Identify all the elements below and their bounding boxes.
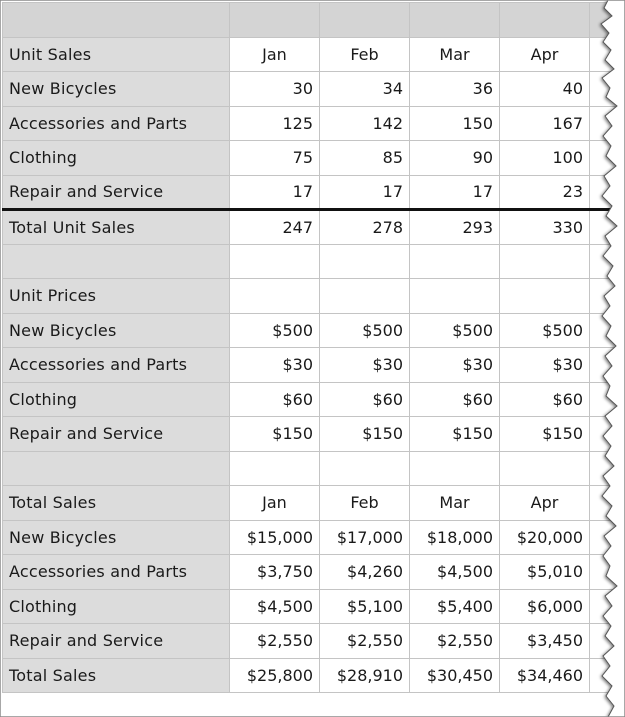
- total-cell[interactable]: $25,800: [230, 658, 320, 693]
- table-row: [3, 348, 625, 383]
- value-cell[interactable]: $30: [320, 348, 410, 383]
- total-label[interactable]: Total Unit Sales: [3, 210, 230, 245]
- total-row: [3, 658, 625, 693]
- sales-table: [2, 2, 625, 693]
- value-cell[interactable]: $30: [500, 348, 590, 383]
- table-row: [3, 72, 625, 107]
- cell[interactable]: [3, 451, 230, 486]
- value-cell[interactable]: $30: [410, 348, 500, 383]
- value-cell[interactable]: $18,000: [410, 520, 500, 555]
- value-cell[interactable]: $500: [410, 313, 500, 348]
- value-cell[interactable]: $60: [230, 382, 320, 417]
- month-header[interactable]: Mar: [410, 37, 500, 72]
- value-cell[interactable]: 34: [320, 72, 410, 107]
- blank-top-row: [3, 3, 625, 38]
- total-cell[interactable]: 293: [410, 210, 500, 245]
- value-cell[interactable]: 17: [320, 175, 410, 210]
- row-label[interactable]: New Bicycles: [3, 72, 230, 107]
- cell[interactable]: [230, 279, 320, 314]
- value-cell[interactable]: 75: [230, 141, 320, 176]
- cell: [410, 3, 500, 38]
- cell[interactable]: [500, 244, 590, 279]
- month-header[interactable]: Mar: [410, 486, 500, 521]
- value-cell[interactable]: $3,450: [500, 624, 590, 659]
- row-label[interactable]: New Bicycles: [3, 520, 230, 555]
- value-cell[interactable]: 85: [320, 141, 410, 176]
- row-label[interactable]: New Bicycles: [3, 313, 230, 348]
- row-label[interactable]: Clothing: [3, 141, 230, 176]
- value-cell[interactable]: $60: [320, 382, 410, 417]
- table-row: [3, 417, 625, 452]
- value-cell[interactable]: 100: [500, 141, 590, 176]
- value-cell[interactable]: $500: [230, 313, 320, 348]
- value-cell[interactable]: 90: [410, 141, 500, 176]
- value-cell[interactable]: $20,000: [500, 520, 590, 555]
- total-sales-header-row: [3, 486, 625, 521]
- row-label[interactable]: Repair and Service: [3, 175, 230, 210]
- value-cell[interactable]: $5,400: [410, 589, 500, 624]
- cell[interactable]: [590, 624, 625, 659]
- value-cell[interactable]: $5,100: [320, 589, 410, 624]
- value-cell[interactable]: 17: [410, 175, 500, 210]
- table-row: [3, 106, 625, 141]
- value-cell[interactable]: 150: [410, 106, 500, 141]
- value-cell[interactable]: $500: [320, 313, 410, 348]
- row-label[interactable]: Repair and Service: [3, 624, 230, 659]
- total-cell[interactable]: 278: [320, 210, 410, 245]
- total-cell[interactable]: $28,910: [320, 658, 410, 693]
- cell[interactable]: [590, 37, 625, 72]
- value-cell[interactable]: $30: [230, 348, 320, 383]
- value-cell[interactable]: 17: [230, 175, 320, 210]
- cell[interactable]: [590, 72, 625, 107]
- table-row: [3, 141, 625, 176]
- month-header[interactable]: Jan: [230, 486, 320, 521]
- total-row: [3, 210, 625, 245]
- cell: [3, 3, 230, 38]
- unit-prices-header-row: [3, 279, 625, 314]
- value-cell[interactable]: 167: [500, 106, 590, 141]
- value-cell[interactable]: $4,500: [410, 555, 500, 590]
- blank-row: [3, 451, 625, 486]
- value-cell[interactable]: $3,750: [230, 555, 320, 590]
- cell[interactable]: [230, 451, 320, 486]
- value-cell[interactable]: 125: [230, 106, 320, 141]
- month-header[interactable]: Apr: [500, 486, 590, 521]
- value-cell[interactable]: $150: [230, 417, 320, 452]
- table-row: [3, 589, 625, 624]
- cell: [590, 3, 625, 38]
- value-cell[interactable]: $4,260: [320, 555, 410, 590]
- value-cell[interactable]: $150: [320, 417, 410, 452]
- value-cell[interactable]: $60: [410, 382, 500, 417]
- cell[interactable]: [590, 589, 625, 624]
- cell[interactable]: [230, 244, 320, 279]
- cell[interactable]: [590, 348, 625, 383]
- value-cell[interactable]: 23: [500, 175, 590, 210]
- value-cell[interactable]: 142: [320, 106, 410, 141]
- cell[interactable]: [320, 451, 410, 486]
- cell[interactable]: [590, 486, 625, 521]
- value-cell[interactable]: 40: [500, 72, 590, 107]
- cell[interactable]: [590, 175, 625, 210]
- month-header[interactable]: Apr: [500, 37, 590, 72]
- table-row: [3, 555, 625, 590]
- month-header[interactable]: Feb: [320, 37, 410, 72]
- row-label[interactable]: Repair and Service: [3, 417, 230, 452]
- value-cell[interactable]: 36: [410, 72, 500, 107]
- total-cell[interactable]: 330: [500, 210, 590, 245]
- cell[interactable]: [590, 141, 625, 176]
- cell[interactable]: [500, 279, 590, 314]
- cell[interactable]: [410, 451, 500, 486]
- cell[interactable]: [500, 451, 590, 486]
- cell[interactable]: [590, 451, 625, 486]
- cell[interactable]: [590, 106, 625, 141]
- cell[interactable]: [590, 417, 625, 452]
- cell[interactable]: [320, 279, 410, 314]
- value-cell[interactable]: $4,500: [230, 589, 320, 624]
- table-row: [3, 624, 625, 659]
- cell[interactable]: [3, 244, 230, 279]
- cell: [320, 3, 410, 38]
- row-label[interactable]: Accessories and Parts: [3, 106, 230, 141]
- section-label-total-sales[interactable]: Total Sales: [3, 486, 230, 521]
- cell[interactable]: [590, 313, 625, 348]
- value-cell[interactable]: 30: [230, 72, 320, 107]
- cell: [230, 3, 320, 38]
- row-label[interactable]: Clothing: [3, 382, 230, 417]
- value-cell[interactable]: $2,550: [230, 624, 320, 659]
- value-cell[interactable]: $2,550: [410, 624, 500, 659]
- total-cell[interactable]: $34,460: [500, 658, 590, 693]
- cell: [500, 3, 590, 38]
- section-label-unit-prices[interactable]: Unit Prices: [3, 279, 230, 314]
- value-cell[interactable]: $15,000: [230, 520, 320, 555]
- row-label[interactable]: Accessories and Parts: [3, 555, 230, 590]
- month-header[interactable]: Feb: [320, 486, 410, 521]
- blank-row: [3, 244, 625, 279]
- value-cell[interactable]: $2,550: [320, 624, 410, 659]
- cell[interactable]: [590, 210, 625, 245]
- value-cell[interactable]: $500: [500, 313, 590, 348]
- table-row: [3, 382, 625, 417]
- cell[interactable]: [590, 382, 625, 417]
- month-header[interactable]: Jan: [230, 37, 320, 72]
- section-label-unit-sales[interactable]: Unit Sales: [3, 37, 230, 72]
- value-cell[interactable]: $60: [500, 382, 590, 417]
- total-label[interactable]: Total Sales: [3, 658, 230, 693]
- value-cell[interactable]: $6,000: [500, 589, 590, 624]
- cell[interactable]: [590, 279, 625, 314]
- cell[interactable]: [320, 244, 410, 279]
- row-label[interactable]: Clothing: [3, 589, 230, 624]
- table-row: [3, 313, 625, 348]
- value-cell[interactable]: $5,010: [500, 555, 590, 590]
- table-row: [3, 175, 625, 210]
- cell[interactable]: [590, 555, 625, 590]
- cell[interactable]: [590, 520, 625, 555]
- cell[interactable]: [410, 279, 500, 314]
- value-cell[interactable]: $17,000: [320, 520, 410, 555]
- unit-sales-header-row: [3, 37, 625, 72]
- cell[interactable]: [590, 658, 625, 693]
- total-cell[interactable]: 247: [230, 210, 320, 245]
- value-cell[interactable]: $150: [410, 417, 500, 452]
- value-cell[interactable]: $150: [500, 417, 590, 452]
- total-cell[interactable]: $30,450: [410, 658, 500, 693]
- cell[interactable]: [410, 244, 500, 279]
- cell[interactable]: [590, 244, 625, 279]
- row-label[interactable]: Accessories and Parts: [3, 348, 230, 383]
- table-row: [3, 520, 625, 555]
